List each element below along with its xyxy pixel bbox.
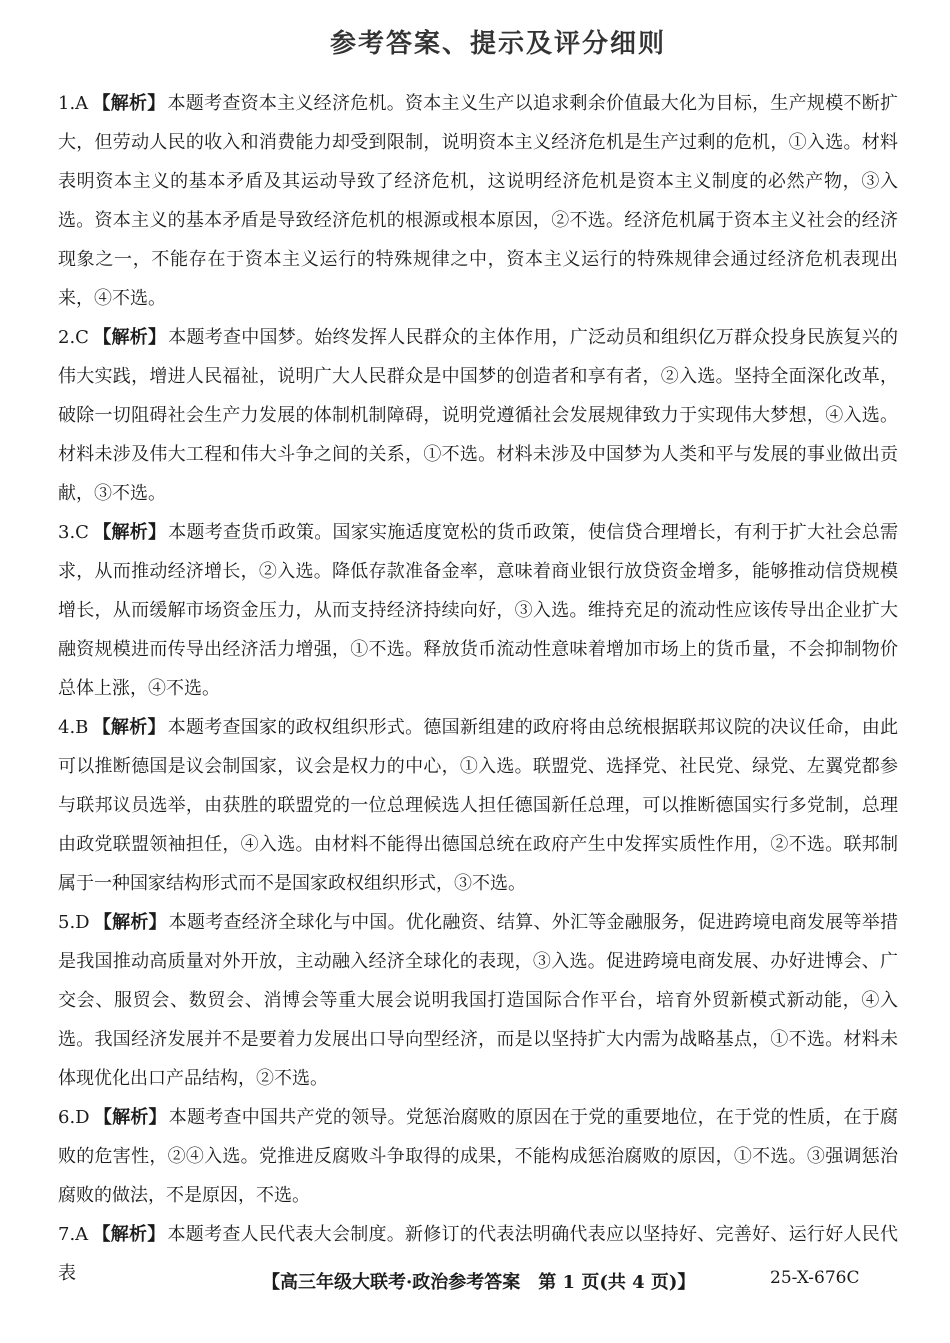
analysis-tag: 【解析】	[92, 522, 167, 543]
answer-number: 7.A	[58, 1224, 89, 1245]
answer-item-5	[58, 903, 898, 1098]
analysis-tag: 【解析】	[93, 912, 167, 933]
analysis-tag: 【解析】	[92, 93, 166, 114]
answer-text: 本题考查中国梦。始终发挥人民群众的主体作用，广泛动员和组织亿万群众投身民族复兴的伟大实践，增进人民福祉，说明广大人民群众是中国梦的创造者和享有者，②入选。坚持全面深化改革，破除一切阻碍社会生产力发展的体制机制障碍，说明党遵循社会发展规律致力于实现伟大梦想，④入选。材料未涉及伟大工程和伟大斗争之间的关系，①不选。材料未涉及中国梦为人类和平与发展的事业做出贡献，③不选。	[58, 327, 899, 504]
page-title: 参考答案、提示及评分细则	[330, 29, 667, 59]
answer-number: 4.B	[58, 717, 89, 738]
answer-item-3	[58, 513, 898, 708]
analysis-tag: 【解析】	[93, 1107, 167, 1128]
answer-number: 5.D	[58, 912, 90, 933]
analysis-tag: 【解析】	[92, 1224, 166, 1245]
footer-title: 【高三年级大联考·政治参考答案 第 1 页(共 4 页)】	[262, 1272, 696, 1293]
answer-item-4	[58, 708, 898, 903]
answer-number: 3.C	[58, 522, 89, 543]
answer-text: 本题考查资本主义经济危机。资本主义生产以追求剩余价值最大化为目标，生产规模不断扩大，但劳动人民的收入和消费能力却受到限制，说明资本主义经济危机是生产过剩的危机，①入选。材料表明资本主义的基本矛盾及其运动导致了经济危机，这说明经济危机是资本主义制度的必然产物，③入选。资本主义的基本矛盾是导致经济危机的根源或根本原因，②不选。经济危机属于资本主义社会的经济现象之一，不能存在于资本主义运行的特殊规律之中，资本主义运行的特殊规律会通过经济危机表现出来，④不选。	[58, 93, 898, 309]
answer-text: 本题考查货币政策。国家实施适度宽松的货币政策，使信贷合理增长，有利于扩大社会总需求，从而推动经济增长，②入选。降低存款准备金率，意味着商业银行放贷资金增多，能够推动信贷规模增长，从而缓解市场资金压力，从而支持经济持续向好，③入选。维持充足的流动性应该传导出企业扩大融资规模进而传导出经济活力增强，①不选。释放货币流动性意味着增加市场上的货币量，不会抑制物价总体上涨，④不选。	[58, 522, 899, 699]
footer-code: 25-X-676C	[770, 1268, 860, 1288]
answer-item-2	[58, 318, 898, 513]
answer-text: 本题考查经济全球化与中国。优化融资、结算、外汇等金融服务，促进跨境电商发展等举措是我国推动高质量对外开放，主动融入经济全球化的表现，③入选。促进跨境电商发展、办好进博会、广交会、服贸会、数贸会、消博会等重大展会说明我国打造国际合作平台，培育外贸新模式新动能，④入选。我国经济发展并不是要着力发展出口导向型经济，而是以坚持扩大内需为战略基点，①不选。材料未体现优化出口产品结构，②不选。	[58, 912, 899, 1089]
analysis-tag: 【解析】	[92, 327, 167, 348]
analysis-tag: 【解析】	[92, 717, 166, 738]
answer-text: 本题考查国家的政权组织形式。德国新组建的政府将由总统根据联邦议院的决议任命，由此可以推断德国是议会制国家，议会是权力的中心，①入选。联盟党、选择党、社民党、绿党、左翼党都参与联邦议员选举，由获胜的联盟党的一位总理候选人担任德国新任总理，可以推断德国实行多党制，总理由政党联盟领袖担任，④入选。由材料不能得出德国总统在政府产生中发挥实质性作用，②不选。联邦制属于一种国家结构形式而不是国家政权组织形式，③不选。	[58, 717, 899, 894]
answer-text: 本题考查人民代表大会制度。新修订的代表法明确代表应以坚持好、完善好、运行好人民代表	[58, 1224, 898, 1284]
answer-item-6	[58, 1098, 898, 1215]
answer-item-1	[58, 84, 898, 318]
page-footer	[0, 1268, 950, 1298]
answer-text: 本题考查中国共产党的领导。党惩治腐败的原因在于党的重要地位，在于党的性质，在于腐败的危害性，②④入选。党推进反腐败斗争取得的成果，不能构成惩治腐败的原因，①不选。③强调惩治腐败的做法，不是原因，不选。	[58, 1107, 899, 1206]
answer-list	[58, 84, 898, 1293]
answer-number: 2.C	[58, 327, 89, 348]
answer-number: 1.A	[58, 93, 89, 114]
answer-number: 6.D	[58, 1107, 90, 1128]
